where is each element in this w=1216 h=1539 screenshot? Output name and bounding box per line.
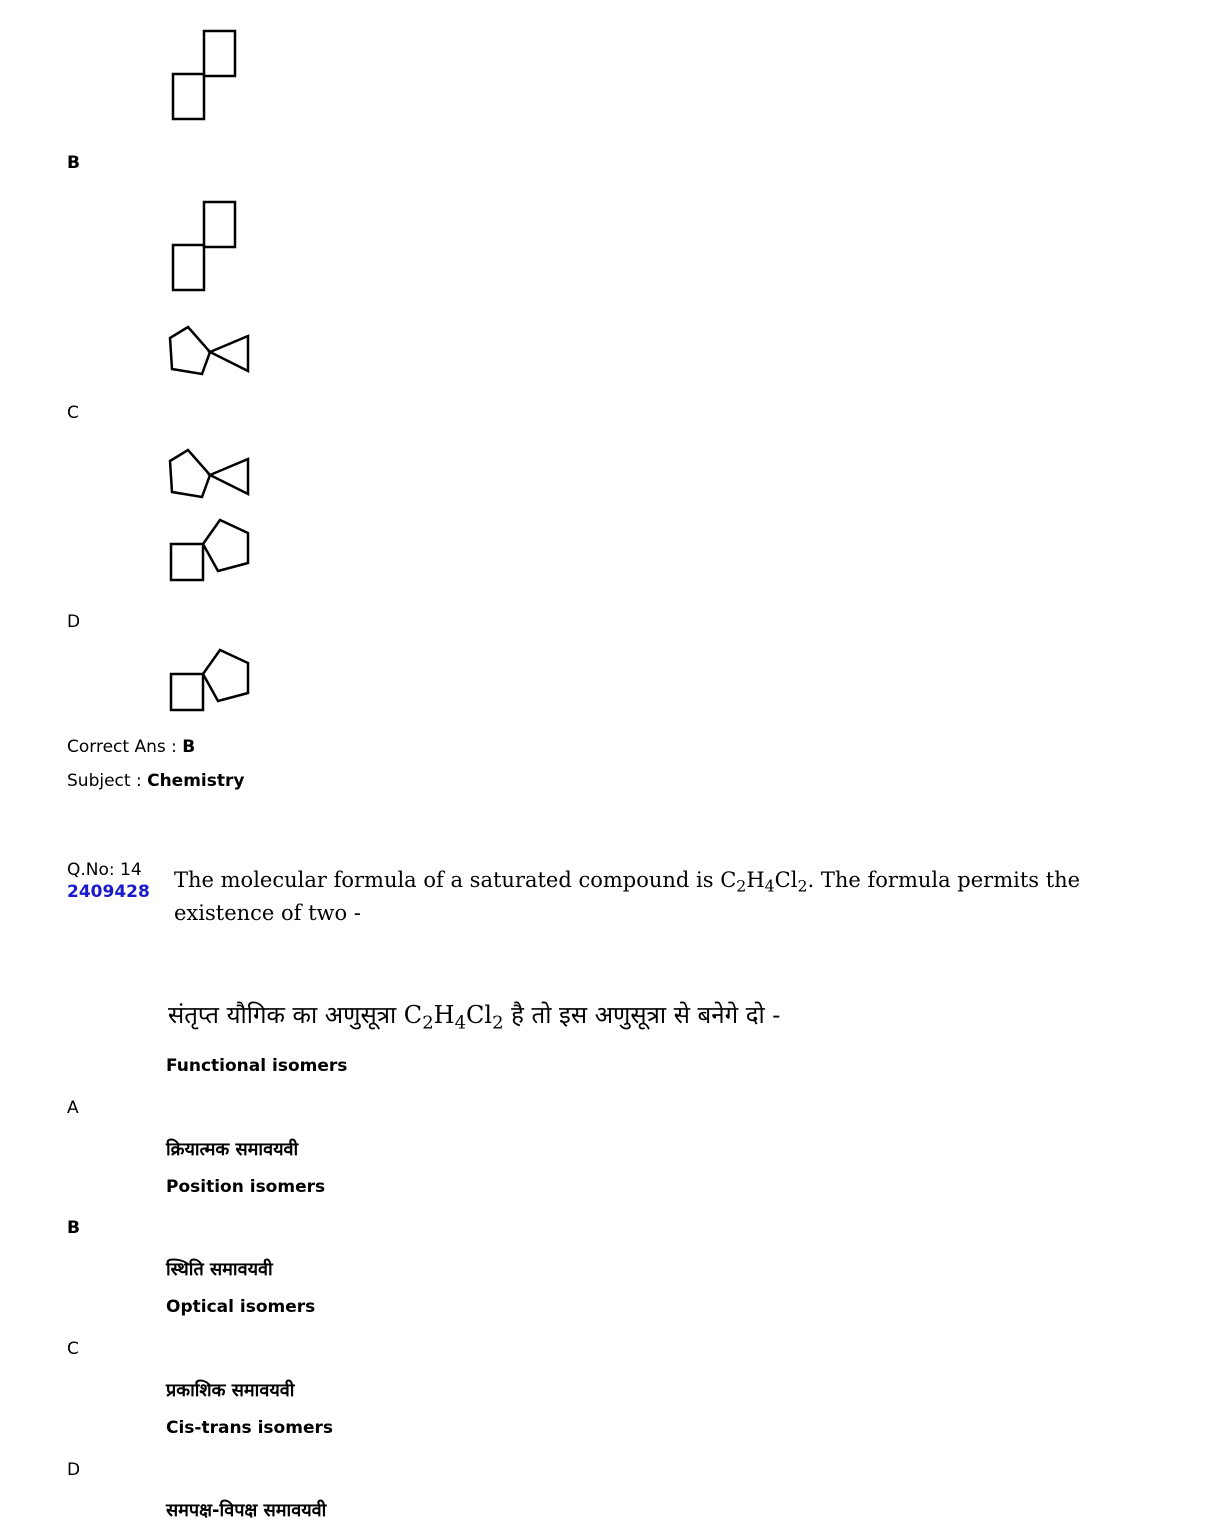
question-text-hindi: संतृप्त यौगिक का अणुसूत्रा $C_2H_4Cl_2$ है तो इस अणुसूत्रा से बनेगे दो - — [168, 1001, 781, 1034]
two-fused-squares-icon — [170, 28, 240, 124]
option-label-c: C — [67, 1339, 79, 1359]
spiro-square-pentagon-icon — [168, 517, 254, 585]
correct-answer — [67, 737, 195, 757]
correct-answer-value: B — [182, 737, 196, 757]
option-label-d: D — [67, 1460, 81, 1480]
correct-answer-prefix: Correct Ans : — [67, 737, 177, 757]
option-b-hindi: स्थिति समावयवी — [166, 1259, 273, 1280]
spiro-pentagon-triangle-icon — [166, 447, 254, 503]
spiro-pentagon-triangle-icon — [166, 324, 254, 380]
option-a-hindi: क्रियात्मक समावयवी — [166, 1139, 299, 1160]
option-d-hindi: समपक्ष-विपक्ष समावयवी — [166, 1500, 327, 1521]
two-fused-squares-icon — [170, 199, 240, 295]
subject-prefix: Subject : — [67, 771, 142, 791]
option-label-b-correct: B — [67, 1218, 80, 1238]
option-label-c: C — [67, 403, 79, 423]
option-label-b: B — [67, 153, 80, 173]
option-a-english: Functional isomers — [166, 1056, 348, 1076]
spiro-square-pentagon-icon — [168, 647, 254, 715]
subject — [67, 771, 244, 791]
option-c-hindi: प्रकाशिक समावयवी — [166, 1380, 295, 1401]
option-label-a: A — [67, 1098, 79, 1118]
question-id: 2409428 — [67, 882, 150, 902]
question-number: Q.No: 14 — [67, 860, 142, 880]
question-text-english: The molecular formula of a saturated compound is $C_2H_4Cl_2$. The formula permits the existence of two - — [174, 868, 1081, 925]
option-d-english: Cis-trans isomers — [166, 1418, 333, 1438]
subject-value: Chemistry — [147, 771, 245, 791]
option-b-english: Position isomers — [166, 1177, 326, 1197]
option-c-english: Optical isomers — [166, 1297, 316, 1317]
option-label-d: D — [67, 612, 81, 632]
